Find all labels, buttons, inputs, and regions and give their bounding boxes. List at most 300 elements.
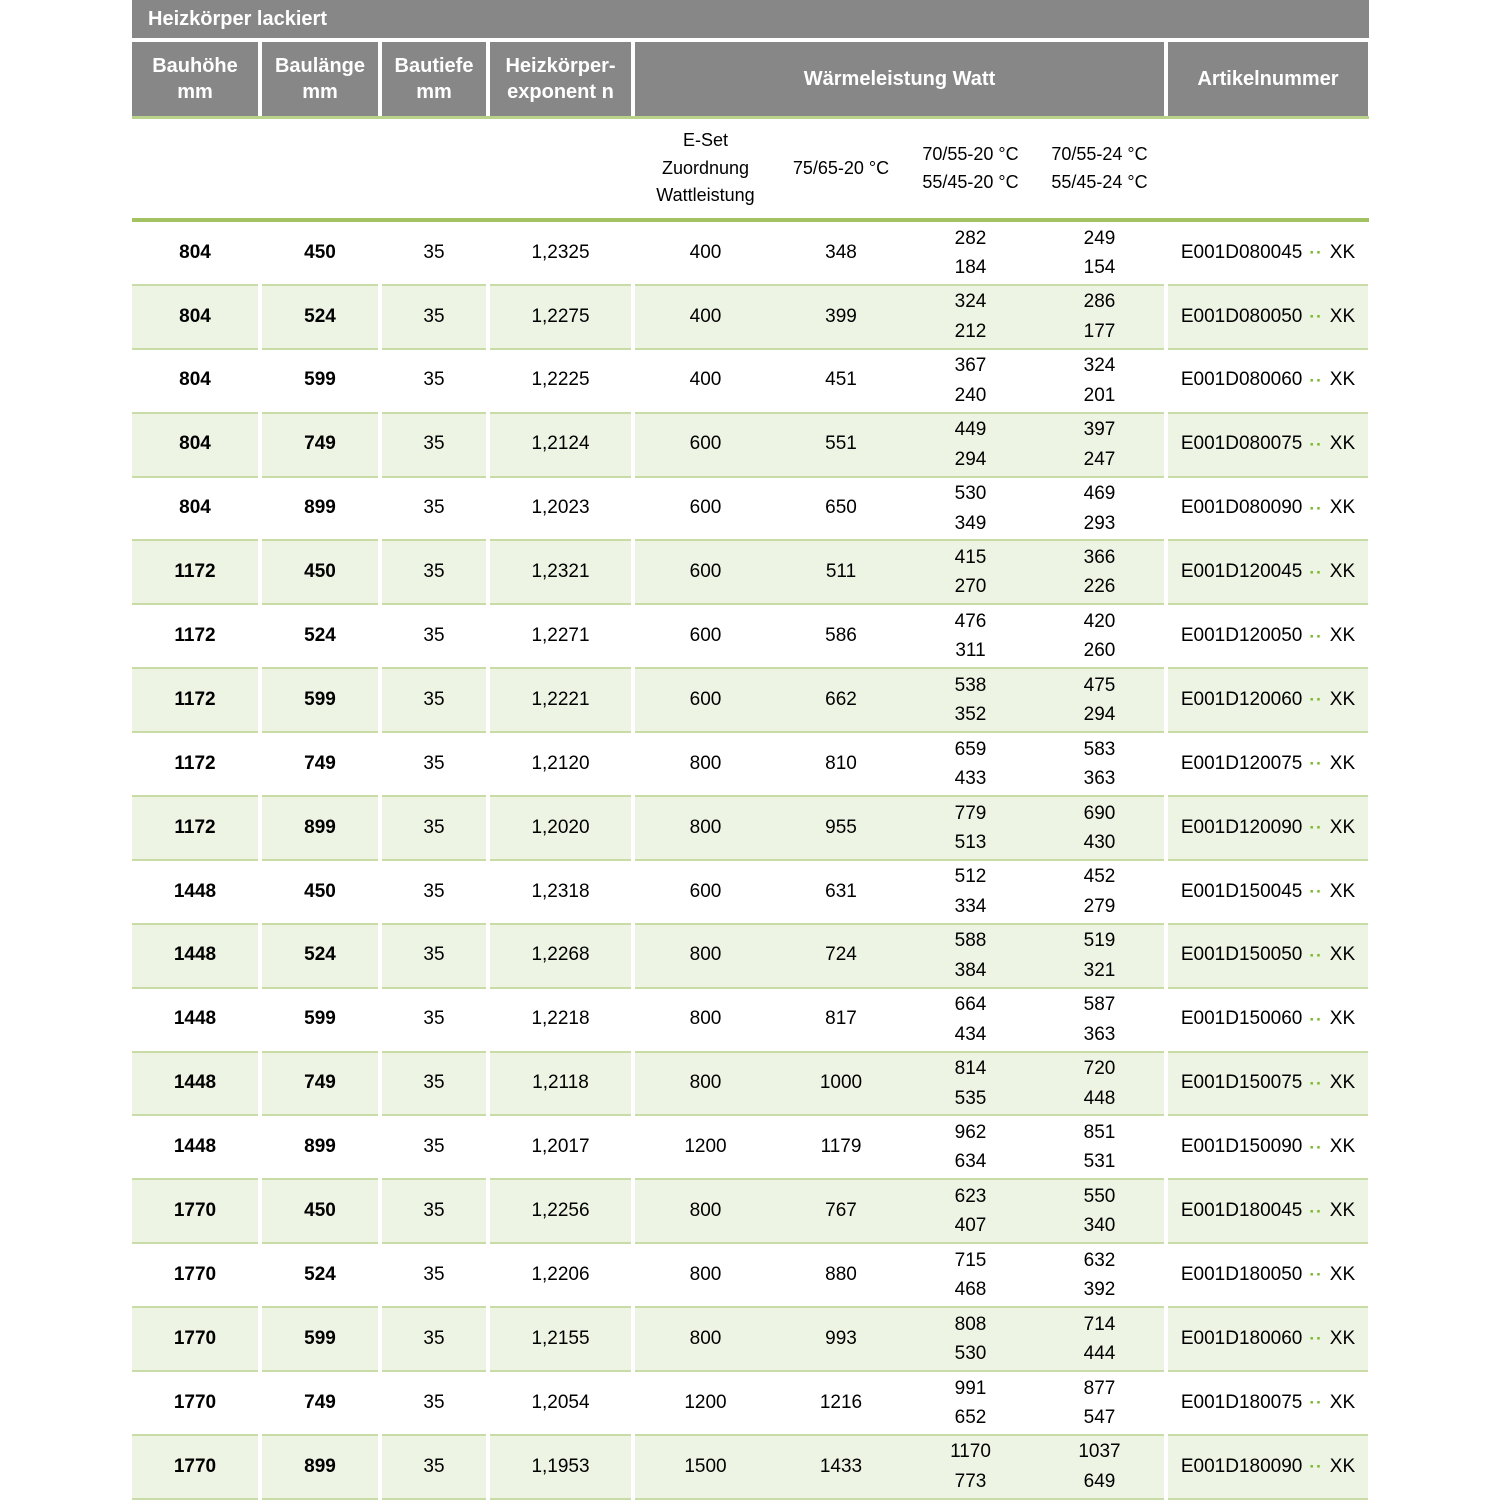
- cell-exponent: 1,2020: [490, 797, 631, 861]
- cell-7055-24-value-1: 714: [1083, 1313, 1116, 1335]
- table-row: [132, 350, 1369, 414]
- cell-7055-20-value-2: 513: [954, 831, 987, 853]
- table-row: [132, 541, 1369, 605]
- cell-artikelnummer: [1168, 1116, 1368, 1180]
- artikelnummer-suffix: XK: [1329, 1200, 1356, 1222]
- artikelnummer-color-placeholder-dots: ∙∙: [1309, 1393, 1323, 1413]
- cell-bauhoehe: 1770: [132, 1244, 258, 1308]
- table-row: [132, 286, 1369, 350]
- subheader-7055-24-line1: 70/55-24 °C: [1051, 143, 1148, 164]
- artikelnummer-suffix: XK: [1329, 688, 1356, 710]
- artikelnummer-suffix: XK: [1329, 561, 1356, 583]
- cell-7565: 511: [776, 541, 906, 605]
- artikelnummer-color-placeholder-dots: ∙∙: [1309, 1009, 1323, 1029]
- artikelnummer-prefix: E001D180075: [1180, 1391, 1303, 1413]
- cell-7565: 662: [776, 669, 906, 733]
- artikelnummer-color-placeholder-dots: ∙∙: [1309, 690, 1323, 710]
- artikelnummer-prefix: E001D080075: [1180, 433, 1303, 455]
- cell-bauhoehe: 804: [132, 222, 258, 286]
- cell-7055-20-value-1: 282: [954, 227, 987, 249]
- cell-7055-20-value-2: 334: [954, 895, 987, 917]
- cell-exponent: 1,2271: [490, 605, 631, 669]
- cell-7055-24: [1035, 733, 1164, 797]
- artikelnummer-prefix: E001D120060: [1180, 688, 1303, 710]
- artikelnummer-suffix: XK: [1329, 1391, 1356, 1413]
- cell-7055-24-value-1: 286: [1083, 291, 1116, 313]
- cell-artikelnummer: [1168, 1308, 1368, 1372]
- cell-bautiefe: 35: [382, 1308, 486, 1372]
- artikelnummer-suffix: XK: [1329, 241, 1356, 263]
- cell-bautiefe: 35: [382, 286, 486, 350]
- cell-bauhoehe: 804: [132, 414, 258, 478]
- cell-7055-24: [1035, 989, 1164, 1053]
- cell-7055-24: [1035, 222, 1164, 286]
- table-row: [132, 478, 1369, 542]
- cell-7565: 1000: [776, 1053, 906, 1117]
- cell-bauhoehe: 1448: [132, 1116, 258, 1180]
- cell-7565: 586: [776, 605, 906, 669]
- cell-baulaenge: 524: [262, 925, 378, 989]
- cell-exponent: 1,2124: [490, 414, 631, 478]
- cell-7055-24-value-2: 321: [1083, 959, 1116, 981]
- header-baulaenge-line2: mm: [302, 81, 338, 103]
- cell-7565: 955: [776, 797, 906, 861]
- cell-artikelnummer: [1168, 286, 1368, 350]
- cell-7055-24-value-1: 550: [1083, 1185, 1116, 1207]
- cell-exponent: 1,2206: [490, 1244, 631, 1308]
- table-row: [132, 733, 1369, 797]
- artikelnummer-color-placeholder-dots: ∙∙: [1309, 1329, 1323, 1349]
- artikelnummer-suffix: XK: [1329, 1263, 1356, 1285]
- artikelnummer-prefix: E001D080045: [1180, 241, 1303, 263]
- cell-7055-24-value-2: 531: [1083, 1151, 1116, 1173]
- table-row: [132, 1244, 1369, 1308]
- cell-7565: 767: [776, 1180, 906, 1244]
- cell-artikelnummer: [1168, 414, 1368, 478]
- cell-bautiefe: 35: [382, 605, 486, 669]
- artikelnummer-suffix: XK: [1329, 1136, 1356, 1158]
- cell-7055-20: [906, 605, 1035, 669]
- cell-7055-24: [1035, 286, 1164, 350]
- table-row: [132, 414, 1369, 478]
- cell-7055-20-value-1: 814: [954, 1058, 987, 1080]
- cell-7055-20: [906, 1244, 1035, 1308]
- cell-eset-wattleistung: 800: [635, 925, 776, 989]
- artikelnummer-prefix: E001D180045: [1180, 1200, 1303, 1222]
- cell-7055-24-value-1: 587: [1083, 994, 1116, 1016]
- artikelnummer-color-placeholder-dots: ∙∙: [1309, 562, 1323, 582]
- artikelnummer-color-placeholder-dots: ∙∙: [1309, 307, 1323, 327]
- cell-7055-20-value-1: 715: [954, 1249, 987, 1271]
- cell-artikelnummer: [1168, 1372, 1368, 1436]
- cell-7055-20-value-2: 634: [954, 1151, 987, 1173]
- cell-7055-24: [1035, 1244, 1164, 1308]
- artikelnummer-color-placeholder-dots: ∙∙: [1309, 1265, 1323, 1285]
- artikelnummer-suffix: XK: [1329, 1072, 1356, 1094]
- subheader-eset-line2: Zuordnung: [661, 157, 750, 178]
- table-title-bar: [132, 0, 1369, 38]
- table-header-row: [132, 42, 1369, 116]
- cell-7055-20: [906, 1053, 1035, 1117]
- cell-7055-24-value-2: 154: [1083, 256, 1116, 278]
- cell-7055-20: [906, 1308, 1035, 1372]
- cell-7055-24: [1035, 861, 1164, 925]
- cell-baulaenge: 450: [262, 1180, 378, 1244]
- cell-baulaenge: 899: [262, 478, 378, 542]
- subheader-7565-label: 75/65-20 °C: [792, 157, 890, 178]
- cell-exponent: 1,2023: [490, 478, 631, 542]
- artikelnummer-suffix: XK: [1329, 1008, 1356, 1030]
- cell-7055-20-value-1: 538: [954, 674, 987, 696]
- cell-bautiefe: 35: [382, 733, 486, 797]
- cell-7055-20: [906, 414, 1035, 478]
- cell-7055-24-value-2: 392: [1083, 1279, 1116, 1301]
- cell-7055-20-value-2: 468: [954, 1279, 987, 1301]
- subheader-7055-24: [1035, 119, 1164, 218]
- table-row: [132, 222, 1369, 286]
- artikelnummer-prefix: E001D080090: [1180, 497, 1303, 519]
- cell-7565: 817: [776, 989, 906, 1053]
- cell-eset-wattleistung: 600: [635, 861, 776, 925]
- header-baulaenge-line1: Baulänge: [274, 55, 366, 77]
- header-bauhoehe: [132, 42, 258, 116]
- cell-bautiefe: 35: [382, 925, 486, 989]
- cell-exponent: 1,2318: [490, 861, 631, 925]
- header-waermeleistung-label: Wärmeleistung Watt: [803, 68, 996, 90]
- cell-exponent: 1,2275: [490, 286, 631, 350]
- cell-artikelnummer: [1168, 669, 1368, 733]
- table-title: Heizkörper lackiert: [148, 7, 327, 30]
- cell-7055-24: [1035, 925, 1164, 989]
- cell-7055-20: [906, 478, 1035, 542]
- cell-bautiefe: 35: [382, 1436, 486, 1500]
- cell-7055-24-value-2: 201: [1083, 384, 1116, 406]
- cell-bautiefe: 35: [382, 1180, 486, 1244]
- cell-bauhoehe: 1448: [132, 989, 258, 1053]
- cell-7055-24-value-2: 547: [1083, 1406, 1116, 1428]
- cell-7055-24-value-1: 397: [1083, 419, 1116, 441]
- cell-7055-20-value-1: 664: [954, 994, 987, 1016]
- artikelnummer-color-placeholder-dots: ∙∙: [1309, 882, 1323, 902]
- cell-baulaenge: 899: [262, 1436, 378, 1500]
- cell-7055-24-value-1: 1037: [1078, 1441, 1121, 1463]
- cell-baulaenge: 599: [262, 350, 378, 414]
- header-exponent: [490, 42, 631, 116]
- cell-eset-wattleistung: 800: [635, 1053, 776, 1117]
- artikelnummer-prefix: E001D080060: [1180, 369, 1303, 391]
- cell-exponent: 1,2321: [490, 541, 631, 605]
- cell-baulaenge: 450: [262, 541, 378, 605]
- cell-7055-20-value-1: 779: [954, 802, 987, 824]
- cell-bauhoehe: 1172: [132, 797, 258, 861]
- subheader-eset-line1: E-Set: [682, 129, 729, 150]
- cell-baulaenge: 749: [262, 414, 378, 478]
- cell-bautiefe: 35: [382, 669, 486, 733]
- cell-7055-20-value-1: 415: [954, 546, 987, 568]
- cell-artikelnummer: [1168, 861, 1368, 925]
- header-exponent-line2: exponent n: [507, 81, 614, 103]
- cell-baulaenge: 524: [262, 1244, 378, 1308]
- cell-bauhoehe: 804: [132, 478, 258, 542]
- table-row: [132, 1308, 1369, 1372]
- cell-7055-20-value-1: 962: [954, 1121, 987, 1143]
- artikelnummer-color-placeholder-dots: ∙∙: [1309, 1201, 1323, 1221]
- cell-7055-20-value-2: 311: [955, 640, 986, 662]
- cell-7055-24-value-1: 690: [1083, 802, 1116, 824]
- table-subheader-row: [132, 119, 1369, 218]
- cell-artikelnummer: [1168, 605, 1368, 669]
- cell-7055-24: [1035, 1053, 1164, 1117]
- cell-artikelnummer: [1168, 733, 1368, 797]
- cell-7055-24-value-1: 851: [1083, 1121, 1116, 1143]
- artikelnummer-prefix: E001D150090: [1180, 1136, 1303, 1158]
- cell-eset-wattleistung: 600: [635, 541, 776, 605]
- cell-7055-24: [1035, 669, 1164, 733]
- artikelnummer-color-placeholder-dots: ∙∙: [1309, 370, 1323, 390]
- cell-7565: 1433: [776, 1436, 906, 1500]
- cell-bautiefe: 35: [382, 414, 486, 478]
- artikelnummer-suffix: XK: [1329, 1327, 1356, 1349]
- cell-7565: 631: [776, 861, 906, 925]
- header-bauhoehe-line1: Bauhöhe: [152, 55, 238, 77]
- cell-7055-20-value-2: 212: [954, 320, 987, 342]
- cell-7055-20-value-2: 530: [954, 1343, 987, 1365]
- cell-bauhoehe: 804: [132, 286, 258, 350]
- artikelnummer-prefix: E001D120090: [1180, 816, 1303, 838]
- header-bautiefe-line2: mm: [416, 81, 452, 103]
- cell-7565: 1179: [776, 1116, 906, 1180]
- cell-baulaenge: 899: [262, 1116, 378, 1180]
- artikelnummer-suffix: XK: [1329, 497, 1356, 519]
- cell-7055-20: [906, 669, 1035, 733]
- cell-7055-24-value-2: 293: [1083, 512, 1116, 534]
- cell-exponent: 1,2325: [490, 222, 631, 286]
- cell-artikelnummer: [1168, 989, 1368, 1053]
- cell-artikelnummer: [1168, 1180, 1368, 1244]
- cell-7055-24: [1035, 1436, 1164, 1500]
- cell-artikelnummer: [1168, 350, 1368, 414]
- cell-artikelnummer: [1168, 1053, 1368, 1117]
- artikelnummer-color-placeholder-dots: ∙∙: [1309, 1073, 1323, 1093]
- cell-7055-20: [906, 733, 1035, 797]
- cell-exponent: 1,2225: [490, 350, 631, 414]
- cell-eset-wattleistung: 600: [635, 478, 776, 542]
- cell-eset-wattleistung: 600: [635, 414, 776, 478]
- cell-bauhoehe: 804: [132, 350, 258, 414]
- cell-7565: 348: [776, 222, 906, 286]
- cell-bauhoehe: 1172: [132, 541, 258, 605]
- subheader-7055-24-line2: 55/45-24 °C: [1051, 171, 1148, 192]
- artikelnummer-suffix: XK: [1329, 369, 1356, 391]
- cell-baulaenge: 450: [262, 861, 378, 925]
- cell-7055-24-value-2: 448: [1083, 1087, 1116, 1109]
- cell-bautiefe: 35: [382, 222, 486, 286]
- cell-eset-wattleistung: 1500: [635, 1436, 776, 1500]
- artikelnummer-suffix: XK: [1329, 752, 1356, 774]
- cell-bauhoehe: 1770: [132, 1436, 258, 1500]
- header-artikelnummer: [1168, 42, 1368, 116]
- cell-7565: 880: [776, 1244, 906, 1308]
- cell-7055-20-value-1: 808: [954, 1313, 987, 1335]
- radiator-spec-table: [132, 0, 1369, 1500]
- artikelnummer-prefix: E001D180090: [1180, 1455, 1303, 1477]
- artikelnummer-prefix: E001D150045: [1180, 880, 1303, 902]
- cell-7055-24-value-2: 444: [1083, 1343, 1116, 1365]
- cell-7055-20-value-2: 240: [954, 384, 987, 406]
- cell-artikelnummer: [1168, 797, 1368, 861]
- artikelnummer-suffix: XK: [1329, 944, 1356, 966]
- subheader-7055-20: [906, 119, 1035, 218]
- cell-bauhoehe: 1770: [132, 1180, 258, 1244]
- cell-7055-24-value-2: 247: [1083, 448, 1116, 470]
- cell-artikelnummer: [1168, 222, 1368, 286]
- cell-7055-20: [906, 989, 1035, 1053]
- cell-7055-20-value-1: 623: [954, 1185, 987, 1207]
- cell-artikelnummer: [1168, 541, 1368, 605]
- artikelnummer-suffix: XK: [1329, 625, 1356, 647]
- cell-eset-wattleistung: 1200: [635, 1116, 776, 1180]
- artikelnummer-suffix: XK: [1329, 816, 1356, 838]
- cell-eset-wattleistung: 400: [635, 286, 776, 350]
- cell-7055-24-value-1: 249: [1083, 227, 1116, 249]
- cell-7055-24-value-1: 469: [1083, 483, 1116, 505]
- cell-7055-20-value-1: 991: [954, 1377, 987, 1399]
- cell-7055-24: [1035, 1116, 1164, 1180]
- cell-7565: 399: [776, 286, 906, 350]
- cell-7055-20-value-1: 324: [954, 291, 987, 313]
- cell-bautiefe: 35: [382, 1116, 486, 1180]
- cell-exponent: 1,2017: [490, 1116, 631, 1180]
- table-row: [132, 1372, 1369, 1436]
- cell-7565: 724: [776, 925, 906, 989]
- cell-7055-24-value-1: 583: [1083, 738, 1116, 760]
- cell-baulaenge: 524: [262, 286, 378, 350]
- artikelnummer-prefix: E001D180060: [1180, 1327, 1303, 1349]
- cell-7055-20-value-2: 384: [954, 959, 987, 981]
- cell-7055-20: [906, 925, 1035, 989]
- table-row: [132, 989, 1369, 1053]
- cell-7055-20-value-1: 367: [954, 355, 987, 377]
- table-row: [132, 605, 1369, 669]
- cell-bauhoehe: 1448: [132, 861, 258, 925]
- cell-bautiefe: 35: [382, 989, 486, 1053]
- cell-eset-wattleistung: 1200: [635, 1372, 776, 1436]
- header-artikelnummer-label: Artikelnummer: [1197, 68, 1339, 90]
- cell-7055-20-value-2: 349: [954, 512, 987, 534]
- cell-baulaenge: 524: [262, 605, 378, 669]
- table-row: [132, 1053, 1369, 1117]
- cell-7055-24-value-2: 260: [1083, 640, 1116, 662]
- cell-7055-20: [906, 350, 1035, 414]
- artikelnummer-color-placeholder-dots: ∙∙: [1309, 1137, 1323, 1157]
- cell-7055-20-value-2: 652: [954, 1406, 987, 1428]
- cell-7055-20-value-1: 588: [954, 930, 987, 952]
- cell-7055-20-value-2: 535: [954, 1087, 987, 1109]
- artikelnummer-prefix: E001D120050: [1180, 625, 1303, 647]
- cell-7055-24: [1035, 541, 1164, 605]
- table-row: [132, 797, 1369, 861]
- cell-exponent: 1,2218: [490, 989, 631, 1053]
- cell-artikelnummer: [1168, 1436, 1368, 1500]
- subheader-7055-20-line1: 70/55-20 °C: [922, 143, 1019, 164]
- cell-7055-20-value-2: 433: [954, 768, 987, 790]
- cell-bautiefe: 35: [382, 478, 486, 542]
- cell-exponent: 1,2256: [490, 1180, 631, 1244]
- cell-bauhoehe: 1448: [132, 1053, 258, 1117]
- table-row: [132, 925, 1369, 989]
- cell-baulaenge: 749: [262, 733, 378, 797]
- artikelnummer-suffix: XK: [1329, 305, 1356, 327]
- cell-baulaenge: 749: [262, 1372, 378, 1436]
- subheader-7565: [776, 119, 906, 218]
- cell-baulaenge: 599: [262, 1308, 378, 1372]
- cell-7055-20-value-1: 659: [954, 738, 987, 760]
- cell-7055-24-value-1: 420: [1083, 610, 1116, 632]
- artikelnummer-prefix: E001D150060: [1180, 1008, 1303, 1030]
- artikelnummer-color-placeholder-dots: ∙∙: [1309, 498, 1323, 518]
- cell-7565: 1216: [776, 1372, 906, 1436]
- cell-7565: 993: [776, 1308, 906, 1372]
- cell-7055-24-value-1: 519: [1083, 930, 1116, 952]
- cell-7055-20: [906, 222, 1035, 286]
- cell-7055-24-value-1: 632: [1083, 1249, 1116, 1271]
- cell-7055-24: [1035, 1308, 1164, 1372]
- artikelnummer-prefix: E001D150075: [1180, 1072, 1303, 1094]
- subheader-7055-20-line2: 55/45-20 °C: [922, 171, 1019, 192]
- cell-eset-wattleistung: 800: [635, 797, 776, 861]
- cell-7055-24-value-2: 363: [1083, 1023, 1116, 1045]
- artikelnummer-color-placeholder-dots: ∙∙: [1309, 626, 1323, 646]
- cell-eset-wattleistung: 600: [635, 669, 776, 733]
- cell-7055-20-value-1: 530: [954, 483, 987, 505]
- cell-7565: 451: [776, 350, 906, 414]
- subheader-eset: [635, 119, 776, 218]
- cell-bautiefe: 35: [382, 1244, 486, 1308]
- cell-7055-24: [1035, 350, 1164, 414]
- cell-7055-20: [906, 286, 1035, 350]
- cell-7055-24-value-1: 877: [1083, 1377, 1116, 1399]
- cell-7055-20-value-2: 352: [954, 704, 987, 726]
- cell-7565: 810: [776, 733, 906, 797]
- cell-exponent: 1,2120: [490, 733, 631, 797]
- table-body: [132, 222, 1369, 1500]
- cell-baulaenge: 599: [262, 669, 378, 733]
- cell-bauhoehe: 1172: [132, 733, 258, 797]
- artikelnummer-suffix: XK: [1329, 880, 1356, 902]
- cell-7055-24: [1035, 605, 1164, 669]
- cell-exponent: 1,2155: [490, 1308, 631, 1372]
- cell-7055-20-value-1: 476: [954, 610, 987, 632]
- cell-7055-24-value-2: 649: [1083, 1470, 1116, 1492]
- cell-eset-wattleistung: 600: [635, 605, 776, 669]
- artikelnummer-prefix: E001D150050: [1180, 944, 1303, 966]
- cell-7055-20-value-1: 1170: [950, 1441, 991, 1463]
- cell-7055-24-value-1: 452: [1083, 866, 1116, 888]
- cell-eset-wattleistung: 800: [635, 989, 776, 1053]
- cell-exponent: 1,1953: [490, 1436, 631, 1500]
- header-bauhoehe-line2: mm: [177, 81, 213, 103]
- cell-bautiefe: 35: [382, 1372, 486, 1436]
- cell-baulaenge: 450: [262, 222, 378, 286]
- header-waermeleistung: [635, 42, 1164, 116]
- cell-7055-24: [1035, 478, 1164, 542]
- cell-eset-wattleistung: 800: [635, 1308, 776, 1372]
- cell-artikelnummer: [1168, 1244, 1368, 1308]
- header-bautiefe-line1: Bautiefe: [394, 55, 474, 77]
- header-bautiefe: [382, 42, 486, 116]
- cell-eset-wattleistung: 800: [635, 1180, 776, 1244]
- cell-7565: 551: [776, 414, 906, 478]
